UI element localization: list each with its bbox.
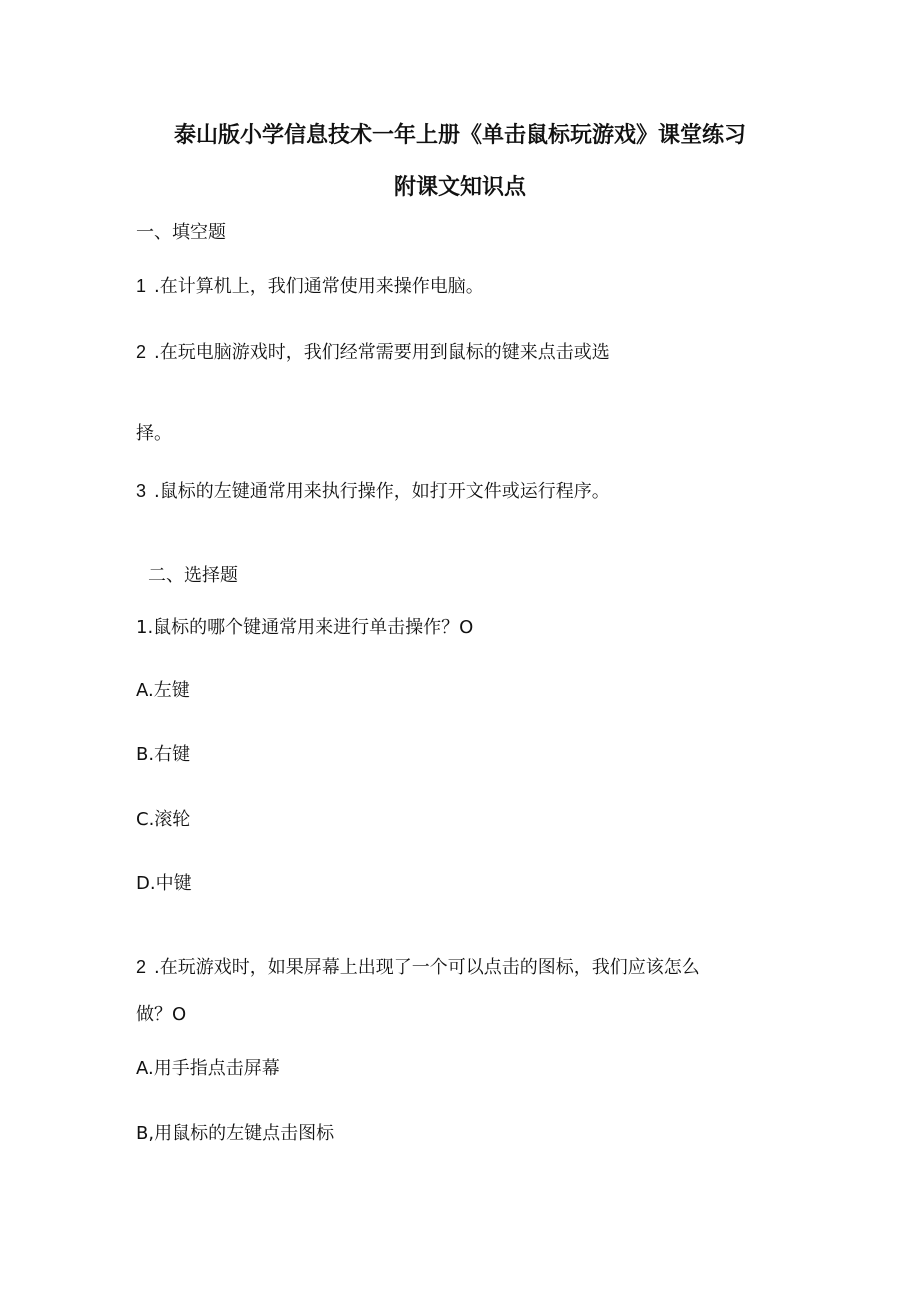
question-text: .在玩游戏时，如果屏幕上出现了一个可以点击的图标，我们应该怎么: [154, 957, 700, 978]
document-title: 泰山版小学信息技术一年上册《单击鼠标玩游戏》课堂练习: [173, 123, 746, 148]
document-subtitle: 附课文知识点: [393, 175, 526, 200]
choice-option-b: B.右键: [136, 744, 191, 765]
choice-question-2: [136, 955, 700, 980]
question-number: 3: [136, 481, 147, 501]
fill-question-3: [136, 479, 610, 504]
choice-question-2-continuation: 做？O: [136, 1004, 187, 1025]
section-heading-fill-blank: 一、填空题: [136, 222, 226, 243]
choice-option-a: A.左键: [136, 680, 190, 701]
choice-option-a: A.用手指点击屏幕: [136, 1058, 280, 1079]
choice-question-1: 1.鼠标的哪个键通常用来进行单击操作？O: [136, 617, 474, 638]
choice-option-b: B,用鼠标的左键点击图标: [136, 1123, 335, 1144]
question-number: 2: [136, 342, 147, 362]
question-number: 1: [136, 276, 147, 296]
question-text: .在计算机上，我们通常使用来操作电脑。: [154, 276, 484, 297]
question-text: .在玩电脑游戏时，我们经常需要用到鼠标的键来点击或选: [154, 342, 610, 363]
fill-question-1: [136, 274, 484, 299]
fill-question-2: [136, 340, 610, 365]
choice-option-c: C.滚轮: [136, 809, 191, 830]
question-text: .鼠标的左键通常用来执行操作，如打开文件或运行程序。: [154, 481, 610, 502]
fill-question-2-continuation: 择。: [136, 423, 172, 444]
choice-option-d: D.中键: [136, 873, 192, 894]
question-number: 2: [136, 957, 147, 977]
section-heading-multiple-choice: 二、选择题: [148, 565, 238, 586]
